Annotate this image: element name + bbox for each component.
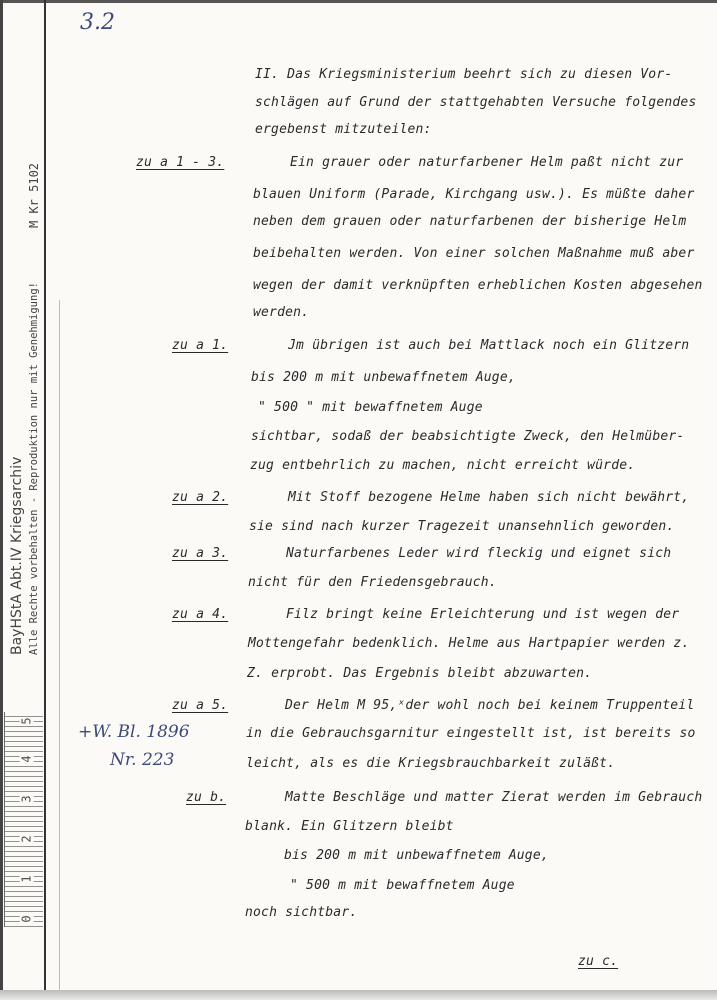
handwritten-reference: +W. Bl. 1896 — [78, 722, 190, 742]
text-line: Filz bringt keine Erleichterung und ist wegen der — [286, 607, 680, 622]
text-line: Matte Beschläge und matter Zierat werden im Gebrauch — [285, 790, 703, 805]
ruler-mark: 0 — [19, 915, 34, 923]
ruler-mark: 1 — [19, 875, 34, 883]
text-line: sie sind nach kurzer Tragezeit unansehnlich geworden. — [249, 519, 675, 534]
page-number: 3.2 — [80, 10, 115, 35]
archive-signature: M Kr 5102 — [27, 162, 41, 228]
scan-border-top — [0, 0, 717, 3]
text-line: blauen Uniform (Parade, Kirchgang usw.). Es müßte daher — [253, 187, 695, 202]
ruler-mark: 4 — [19, 755, 34, 763]
ruler-mark: 5 — [19, 717, 34, 725]
text-line: bis 200 m mit unbewaffnetem Auge, — [284, 848, 549, 863]
text-line: II. Das Kriegsministerium beehrt sich zu diesen Vor- — [255, 67, 673, 82]
scan-border-left — [0, 0, 3, 1000]
section-label: zu a 4. — [172, 607, 229, 622]
rights-notice: Alle Rechte vorbehalten - Reproduktion nur mit Genehmigung! — [28, 282, 40, 655]
text-line: in die Gebrauchsgarnitur eingestellt ist, ist bereits so — [246, 726, 696, 741]
text-line: Ein grauer oder naturfarbener Helm paßt nicht zur — [290, 155, 684, 170]
text-line: Z. erprobt. Das Ergebnis bleibt abzuwarten. — [247, 666, 593, 681]
text-line: Naturfarbenes Leder wird fleckig und eignet sich — [286, 546, 672, 561]
margin-divider-inner — [59, 300, 60, 990]
scale-ruler — [4, 712, 43, 927]
continuation-label: zu c. — [578, 954, 619, 969]
text-line: nicht für den Friedensgebrauch. — [248, 575, 497, 590]
text-line: Jm übrigen ist auch bei Mattlack noch ein Glitzern — [288, 338, 690, 353]
text-line: schlägen auf Grund der stattgehabten Versuche folgendes — [255, 95, 697, 110]
section-label: zu a 5. — [172, 698, 229, 713]
margin-divider — [44, 0, 46, 990]
text-line: Mottengefahr bedenklich. Helme aus Hartpapier werden z. — [248, 636, 690, 651]
text-line: Der Helm M 95,ˣder wohl noch bei keinem Truppenteil — [285, 698, 695, 713]
section-label: zu a 1. — [172, 338, 229, 353]
ruler-mark: 2 — [19, 835, 34, 843]
text-line: neben dem grauen oder naturfarbenen der bisherige Helm — [253, 214, 687, 229]
section-label: zu a 3. — [172, 546, 229, 561]
text-line: blank. Ein Glitzern bleibt — [245, 819, 454, 834]
text-line: noch sichtbar. — [245, 905, 358, 920]
scan-border-bottom — [0, 990, 717, 1000]
section-label: zu a 1 - 3. — [136, 155, 225, 170]
text-line: " 500 " mit bewaffnetem Auge — [258, 400, 483, 415]
handwritten-reference: Nr. 223 — [110, 750, 175, 770]
text-line: zug entbehrlich zu machen, nicht erreicht würde. — [250, 458, 636, 473]
text-line: ergebenst mitzuteilen: — [255, 122, 432, 137]
text-line: sichtbar, sodaß der beabsichtigte Zweck, den Helmüber- — [251, 429, 685, 444]
text-line: " 500 m mit bewaffnetem Auge — [290, 878, 515, 893]
section-label: zu b. — [186, 790, 227, 805]
text-line: leicht, als es die Kriegsbrauchbarkeit zuläßt. — [246, 756, 616, 771]
text-line: bis 200 m mit unbewaffnetem Auge, — [251, 370, 516, 385]
text-line: werden. — [253, 305, 310, 320]
text-line: Mit Stoff bezogene Helme haben sich nicht bewährt, — [288, 490, 690, 505]
text-line: wegen der damit verknüpften erheblichen Kosten abgesehen — [253, 278, 703, 293]
archive-stamp: BayHStA Abt.IV Kriegsarchiv — [9, 456, 25, 655]
section-label: zu a 2. — [172, 490, 229, 505]
text-line: beibehalten werden. Von einer solchen Maßnahme muß aber — [253, 246, 695, 261]
ruler-mark: 3 — [19, 795, 34, 803]
